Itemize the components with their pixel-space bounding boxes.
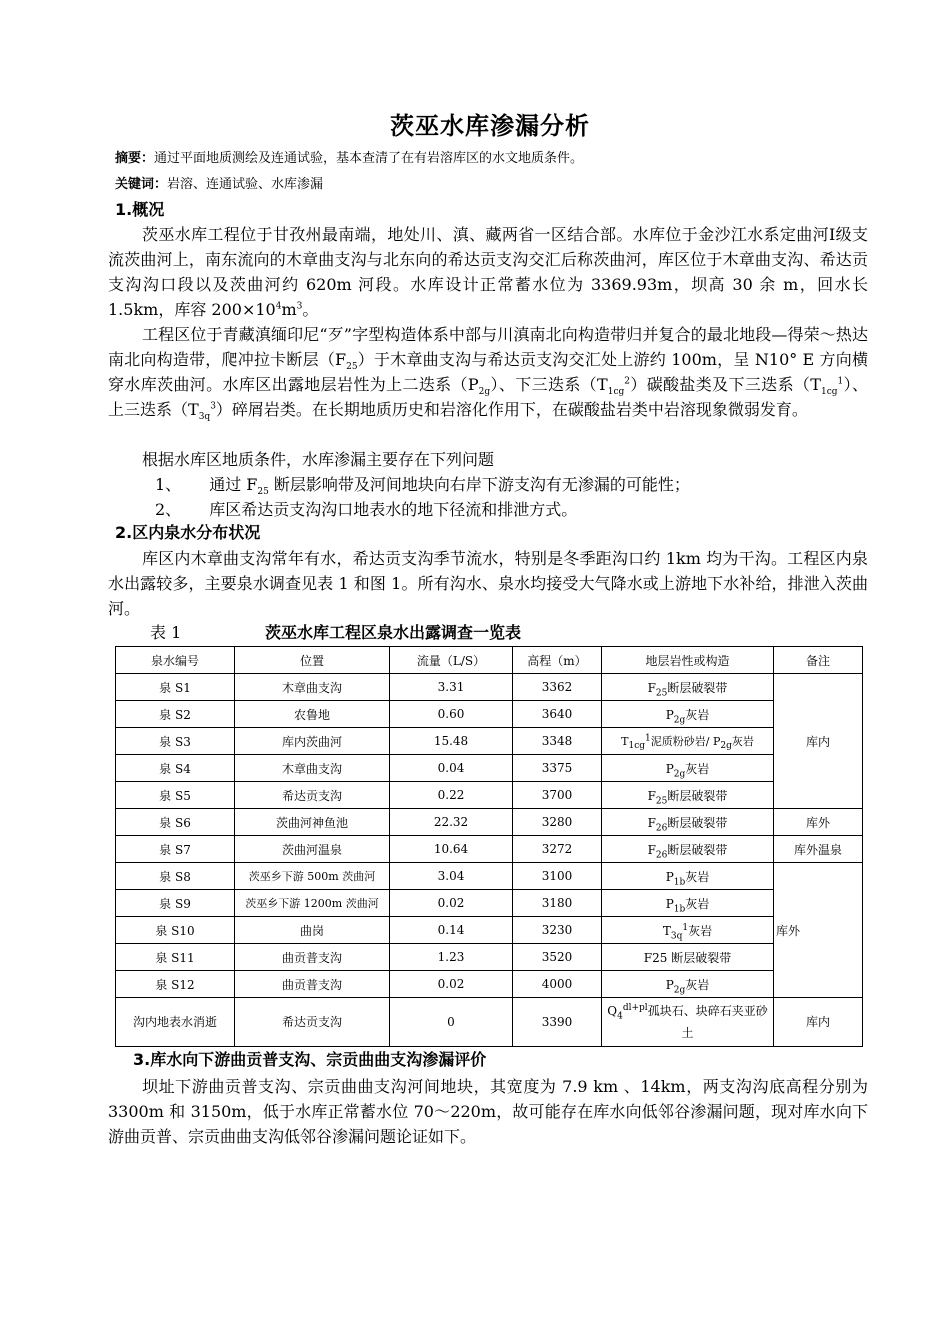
- remark-cell: 库内: [774, 674, 863, 809]
- table-header-row: [116, 647, 863, 674]
- table-row: 泉 S9 茨巫乡下游 1200m 茨曲河 0.02 3180 $P_{1b}$灰岩: [116, 890, 863, 917]
- table-row: 泉 S10 曲岗 0.14 3230 $T_{3q}^1$灰岩: [116, 917, 863, 944]
- remark-cell: 库内: [774, 998, 863, 1047]
- section-2-heading: 2.区内泉水分布状况: [115, 523, 261, 542]
- table-row: 泉 S5 希达贡支沟 0.22 3700 $F_{25}$断层破裂带: [116, 782, 863, 809]
- table-row: 泉 S11 曲贡普支沟 1.23 3520 F25 断层破裂带: [116, 944, 863, 971]
- section-1-heading: 1.概况: [115, 200, 165, 219]
- table-header-cell: 流量（L/S）: [390, 647, 513, 674]
- abstract-text: 通过平面地质测绘及连通试验，基本查清了在有岩溶库区的水文地质条件。: [154, 151, 584, 166]
- table-row: 泉 S4 木章曲支沟 0.04 3375 $P_{2g}$灰岩: [116, 755, 863, 782]
- list-item-1: 1、 通过 $F_{25}$ 断层影响带及河间地块向右岸下游支沟有无渗漏的可能性；: [155, 475, 690, 498]
- section-1-paragraph-2: 工程区位于青藏滇缅印尼“歹”字型构造体系中部与川滇南北向构造带归并复合的最北地段—得荣～热达南北向构造带，爬冲拉卡断层$(F_{25})$于木章曲支沟与希达贡支沟交汇处上游约 100m，呈 N10° E 方向横穿水库茨曲河。水库区出露地层岩性为上二迭系$(P_{2g})$、下三迭系$(T_{1cg}^2)$碳酸盐类及下三迭系$(T_{1cg}^1)$、上三迭系$(T_{3q}^3)$碎屑岩类。在长期地质历史和岩溶化作用下，在碳酸盐岩类中岩溶现象微弱发育。: [108, 325, 868, 423]
- list-item-2: 2、 库区希达贡支沟沟口地表水的地下径流和排泄方式。: [155, 500, 578, 519]
- table-header-cell: 泉水编号: [116, 647, 235, 674]
- section-1-paragraph-3: 根据水库区地质条件，水库渗漏主要存在下列问题: [142, 450, 495, 469]
- section-1-paragraph-1: 茨巫水库工程位于甘孜州最南端，地处川、滇、藏两省一区结合部。水库位于金沙江水系定曲河Ⅰ级支流茨曲河上，南东流向的木章曲支沟与北东向的希达贡支沟交汇后称茨曲河，库区位于木章曲支沟、希达贡支沟沟口段以及茨曲河约 620m 河段。水库设计正常蓄水位为 3369.93m，坝高 30 余 m，回水长 1.5km，库容 $200\times 10^4m^3$。: [108, 225, 868, 319]
- table-header-cell: 位置: [235, 647, 390, 674]
- abstract-label: 摘要：: [115, 151, 155, 166]
- remark-cell: 库外: [774, 863, 863, 998]
- table-caption: [150, 620, 522, 643]
- remark-cell: 库外温泉: [774, 836, 863, 863]
- table-number: 表 1: [150, 623, 182, 642]
- table-title: 茨巫水库工程区泉水出露调查一览表: [265, 623, 522, 642]
- keywords-text: 岩溶、连通试验、水库渗漏: [167, 177, 324, 192]
- section-3-heading: 3.库水向下游曲贡普支沟、宗贡曲曲支沟渗漏评价: [133, 1050, 487, 1069]
- page-title: 茨巫水库渗漏分析: [390, 112, 590, 140]
- remark-cell: 库外: [774, 809, 863, 836]
- table-row: 泉 S3 库内茨曲河 15.48 3348 $T_{1cg}^1$泥质粉砂岩/ $P_{2g}$灰岩: [116, 728, 863, 755]
- keywords-label: 关键词：: [115, 177, 168, 192]
- table-row: 泉 S2 农鲁地 0.60 3640 $P_{2g}$灰岩: [116, 701, 863, 728]
- section-2-paragraph-1: 库区内木章曲支沟常年有水，希达贡支沟季节流水，特别是冬季距沟口约 1km 均为干沟。工程区内泉水出露较多，主要泉水调查见表 1 和图 1。所有沟水、泉水均接受大气降水或上游地下水补给，排泄入茨曲河。: [108, 549, 868, 618]
- keywords: [115, 176, 323, 194]
- table-header-cell: 备注: [774, 647, 863, 674]
- table-row: 泉 S8 茨巫乡下游 500m 茨曲河 3.04 3100 $P_{1b}$灰岩 库外: [116, 863, 863, 890]
- abstract: [115, 150, 583, 168]
- table-header-cell: 高程（m）: [513, 647, 602, 674]
- table-row: 泉 S6 茨曲河神鱼池 22.32 3280 $F_{26}$断层破裂带 库外: [116, 809, 863, 836]
- section-3-paragraph-1: 坝址下游曲贡普支沟、宗贡曲曲支沟河间地块，其宽度为 7.9 km 、14km，两支沟沟底高程分别为 3300m 和 3150m，低于水库正常蓄水位 70～220m，故可能存在库水向低邻谷渗漏问题，现对库水向下游曲贡普、宗贡曲曲支沟低邻谷渗漏问题论证如下。: [108, 1077, 868, 1146]
- table-row: 沟内地表水消逝 希达贡支沟 0 3390 $Q_4^{dl+pl}$孤块石、块碎石夹亚砂土 库内: [116, 998, 863, 1047]
- table-row: 泉 S1 木章曲支沟 3.31 3362 $F_{25}$断层破裂带 库内: [116, 674, 863, 701]
- table-header-cell: 地层岩性或构造: [602, 647, 774, 674]
- springs-table: [115, 646, 863, 1047]
- table-row: 泉 S12 曲贡普支沟 0.02 4000 $P_{2g}$灰岩: [116, 971, 863, 998]
- table-row: 泉 S7 茨曲河温泉 10.64 3272 $F_{26}$断层破裂带 库外温泉: [116, 836, 863, 863]
